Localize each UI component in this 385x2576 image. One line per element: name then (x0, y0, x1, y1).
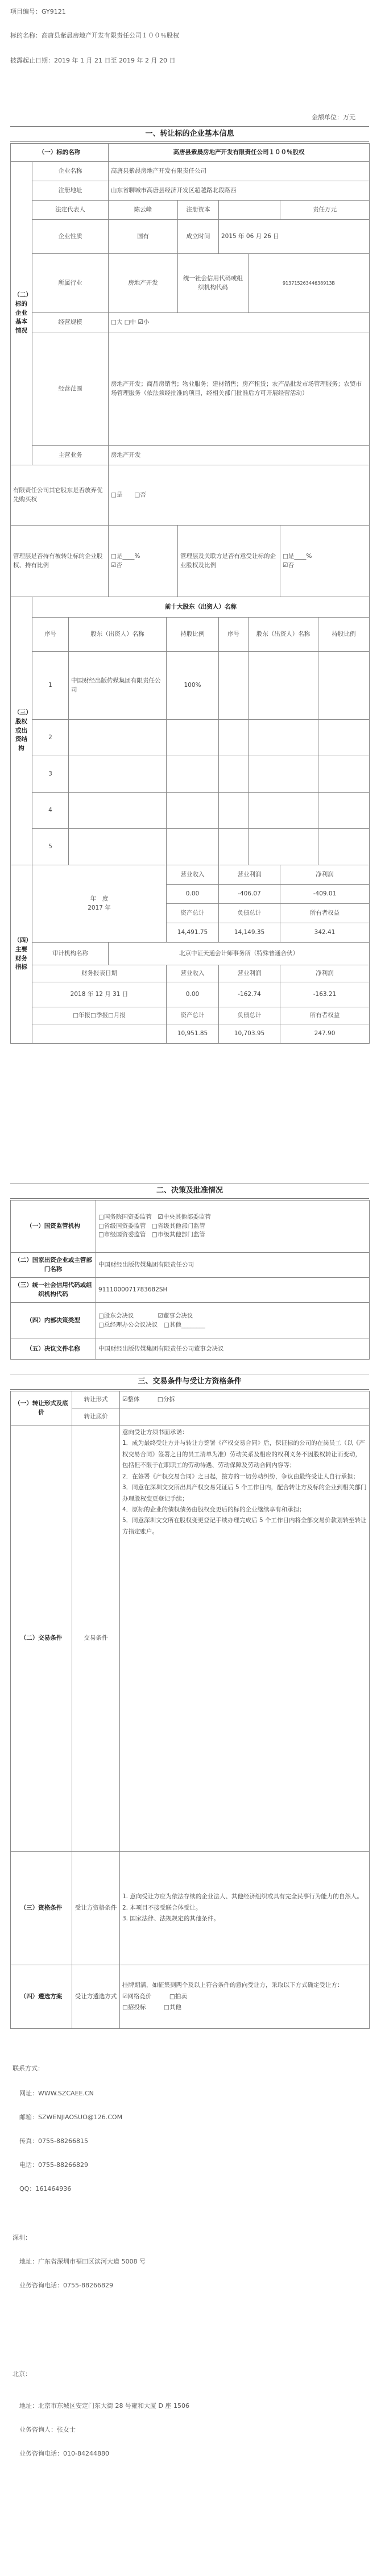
currency-label: 责任万元 (280, 201, 370, 220)
financials-group: （四）主要财务指标 (11, 865, 32, 1044)
beijing-phone: 业务咨询电话：010-84244880 (19, 2450, 109, 2457)
liabilities-label: 负债总计 (219, 904, 280, 923)
target-name-value: 高唐县紫晨房地产开发有限责任公司１００％股权 (109, 144, 370, 162)
target-name-label: （一）标的名称 (11, 144, 109, 162)
company-name-value: 高唐县紫晨房地产开发有限责任公司 (109, 162, 370, 181)
sh-row-no: 1 (32, 652, 69, 720)
regulator-value: □国务院国资委监管 ☑中央其他部委监管 □省级国资委监管 □省级其他部门监管 □市级国资委监管 □市级其他部门监管 (96, 1201, 370, 1253)
method-label: 转让形式 (72, 1391, 120, 1408)
price-label: 转让底价 (72, 1408, 120, 1425)
beijing-title: 北京： (13, 2370, 31, 2378)
selection-label: 受让方遴选方式 (72, 1965, 120, 2029)
sh-row-name: 中国财经出版传媒集团有限责任公司 (69, 652, 167, 720)
net-profit-2017: -409.01 (280, 885, 370, 904)
col-name-1: 股东（出资人）名称 (69, 618, 167, 652)
contact-phone: 电话：0755-88266829 (19, 2161, 88, 2169)
target-name: 标的名称：高唐县紫晨房地产开发有限责任公司１００％股权 (10, 32, 179, 39)
liabilities-2017: 14,149.35 (219, 923, 280, 943)
revenue-2018: 0.00 (167, 982, 219, 1007)
pre-emptive-label: 有限责任公司其它股东是否放弃优先购买权 (11, 465, 109, 526)
ownership-group: （三）股权或出资结构 (11, 597, 32, 865)
mgmt-intent-value: □是____% ☑否 (280, 526, 370, 597)
decision-type-label: （四）内部决策类型 (11, 1303, 96, 1339)
section-2-table (10, 1200, 370, 1360)
qualification-text: 1. 意向受让方应为依法存续的企业法人、其他经济组织或具有完全民事行为能力的自然人。 2. 本项目不接受联合体受让。 3. 国家法律、法规规定的其他条件。 (120, 1852, 370, 1965)
qualification-group: （三）资格条件 (11, 1852, 72, 1965)
sh-row-no: 3 (32, 756, 69, 793)
net-profit-label: 净利润 (280, 865, 370, 885)
credit-code-label: 统一社会信用代码或组织机构代码 (178, 254, 249, 313)
investor-code-label: （三）统一社会信用代码或组织机构代码 (11, 1278, 96, 1303)
revenue-label: 营业收入 (167, 865, 219, 885)
company-name-label: 企业名称 (32, 162, 109, 181)
auditor-label: 审计机构名称 (32, 943, 109, 965)
profit-2018: -162.74 (219, 982, 280, 1007)
founded-value: 2015 年 06 月 26 日 (219, 220, 370, 254)
equity-label-2: 所有者权益 (280, 1007, 370, 1024)
auditor-value: 北京中证天通会计师事务所（特殊普通合伙） (109, 943, 370, 965)
investor-value: 中国财经出版传媒集团有限责任公司 (96, 1253, 370, 1278)
resolution-value: 中国财经出版传媒集团有限责任公司董事会决议 (96, 1339, 370, 1360)
contact-email[interactable]: 邮箱：SZWENJIAOSUO@126.COM (19, 2114, 123, 2121)
liabilities-label-2: 负债总计 (219, 1007, 280, 1024)
qualification-label: 受让方资格条件 (72, 1852, 120, 1965)
regulator-label: （一）国资监管机构 (11, 1201, 96, 1253)
shenzhen-address: 地址：广东省深圳市福田区滨河大道 5008 号 (19, 2258, 146, 2265)
equity-label: 所有者权益 (280, 904, 370, 923)
mgmt-holding-label: 管理层是否持有被转让标的企业股权、持有比例 (11, 526, 109, 597)
beijing-address: 地址：北京市东城区安定门东大街 28 号雍和大厦 D 座 1506 (19, 2402, 189, 2410)
resolution-label: （五）决议文件名称 (11, 1339, 96, 1360)
col-no-1: 序号 (32, 618, 69, 652)
method-group: （一）转让形式及底价 (11, 1391, 72, 1425)
section-2-title: 二、决策及批准情况 (10, 1183, 369, 1199)
fs-date-value: 2018 年 12 月 31 日 (32, 982, 167, 1007)
investor-label: （二）国家出资企业或主管部门名称 (11, 1253, 96, 1278)
assets-label: 资产总计 (167, 904, 219, 923)
pre-emptive-value: □是 □否 (109, 465, 370, 526)
project-number: 项目编号：GY9121 (10, 8, 66, 15)
fiscal-year-cell (32, 865, 167, 943)
founded-label: 成立时间 (178, 220, 219, 254)
industry-value: 房地产开发 (109, 254, 178, 313)
listing-period: 披露起止日期：2019 年 1 月 21 日至 2019 年 2 月 20 日 (10, 57, 176, 64)
profit-2017: -406.07 (219, 885, 280, 904)
sh-row-no: 5 (32, 829, 69, 865)
sh-row-no: 4 (32, 793, 69, 829)
nature-label: 企业性质 (32, 220, 109, 254)
scale-value: □大 □中 ☑小 (109, 313, 370, 332)
fiscal-year-value: 2017 年 (88, 904, 111, 911)
equity-2018: 247.90 (280, 1024, 370, 1044)
amount-unit: 金额单位：万元 (312, 114, 355, 121)
section-3-table (10, 1391, 370, 2029)
main-business-label: 主营业务 (32, 446, 109, 465)
contact-qq: QQ：161464936 (19, 2185, 72, 2192)
main-business-value: 房地产开发 (109, 446, 370, 465)
selection-options: ☑网络竞价 □拍卖 □招投标 □其他 (122, 1993, 187, 2011)
net-profit-2018: -163.21 (280, 982, 370, 1007)
beijing-contact-person: 业务咨询人：张女士 (19, 2426, 76, 2433)
contact-website[interactable]: 网址：WWW.SZCAEE.CN (19, 2090, 94, 2097)
mgmt-holding-value: □是____% ☑否 (109, 526, 178, 597)
assets-2018: 10,951.85 (167, 1024, 219, 1044)
selection-group: （四）遴选方案 (11, 1965, 72, 2029)
section-3-title: 三、交易条件与受让方资格条件 (10, 1374, 369, 1390)
shenzhen-phone: 业务咨询电话：0755-88266829 (19, 2282, 113, 2289)
industry-label: 所属行业 (32, 254, 109, 313)
decision-type-value: □股东会决议 ☑董事会决议 □总经理办公会议决议 □其他________ (96, 1303, 370, 1339)
section-1-table (10, 143, 370, 1044)
conditions-text: 意向受让方须书面承诺： 1．成为最终受让方并与转让方签署《产权交易合同》后，保证标的公司的在岗员工（以《产权交易合同》签署之日的员工清单为准）劳动关系及相应的权利义务不因股权转让而变动，包括但不限于在职职工的劳动待遇、劳动保障及劳动合同内容等； 2．在签署《产权交易合同》之日起，按方的一切劳动纠纷，争议由最终受让人自行承担； 3．同意在深圳文交所出具产权交易凭证后 5 个工作日内，配合转让方及标的企业到相关部门办理股权变更登记手续； 4．原标的企业的债权债务由股权变更后的标的企业继续享有和承担； 5．同意深圳文交所在股权变更登记手续办理完成后 5 个工作日内将全部交易价款划转至转让方指定账户。 (120, 1425, 370, 1852)
profit-label-2: 营业利润 (219, 965, 280, 982)
col-ratio-1: 持股比例 (167, 618, 219, 652)
equity-2017: 342.41 (280, 923, 370, 943)
investor-code-value: 9111000071783682SH (96, 1278, 370, 1303)
price-value (120, 1408, 370, 1425)
conditions-group: （二）交易条件 (11, 1425, 72, 1852)
col-no-2: 序号 (219, 618, 249, 652)
reg-capital-label: 注册资本 (178, 201, 219, 220)
scope-label: 经营范围 (32, 332, 109, 446)
assets-2017: 14,491.75 (167, 923, 219, 943)
contact-fax: 传真：0755-88266815 (19, 2137, 88, 2145)
scope-value: 房地产开发；商品房销售；物业服务；建材销售；房产租赁；农产品批发市场管理服务；农贸市场管理服务（依法须经批准的项目，经相关部门批准后方可开展经营活动） (109, 332, 370, 446)
reg-capital-value (219, 201, 280, 220)
sh-row-no: 2 (32, 720, 69, 756)
fs-date-label: 财务报表日期 (32, 965, 167, 982)
legal-rep-value: 陈云峰 (109, 201, 178, 220)
company-info-group: （二）标的企业基本情况 (11, 162, 32, 465)
address-label: 注册地址 (32, 181, 109, 201)
legal-rep-label: 法定代表人 (32, 201, 109, 220)
profit-label: 营业利润 (219, 865, 280, 885)
col-name-2: 股东（出资人）名称 (249, 618, 318, 652)
selection-text: 挂牌期满，如征集到两个及以上符合条件的意向受让方，采取以下方式确定受让方： (122, 1982, 343, 1989)
address-value: 山东省聊城市高唐县经济开发区超越路北段路西 (109, 181, 370, 201)
scale-label: 经营规模 (32, 313, 109, 332)
conditions-label: 交易条件 (72, 1425, 120, 1852)
report-type: □年报□季报□月报 (32, 1007, 167, 1024)
shenzhen-title: 深圳： (13, 2234, 31, 2241)
credit-code-value: 91371526344638913B (249, 254, 370, 313)
revenue-label-2: 营业收入 (167, 965, 219, 982)
net-profit-label-2: 净利润 (280, 965, 370, 982)
shareholders-title: 前十大股东（出资人）名称 (32, 597, 370, 618)
assets-label-2: 资产总计 (167, 1007, 219, 1024)
liabilities-2018: 10,703.95 (219, 1024, 280, 1044)
mgmt-intent-label: 管理层及关联方是否有意受让标的企业股权及比例 (178, 526, 280, 597)
revenue-2017: 0.00 (167, 885, 219, 904)
nature-value: 国有 (109, 220, 178, 254)
selection-cell (120, 1965, 370, 2029)
contact-title: 联系方式： (13, 2065, 44, 2072)
fiscal-year-label: 年 度 (90, 895, 109, 902)
method-value: ☑整体 □分拆 (120, 1391, 370, 1408)
section-1-title: 一、转让标的企业基本信息 (10, 126, 369, 142)
col-ratio-2: 持股比例 (318, 618, 370, 652)
sh-row-ratio: 100% (167, 652, 219, 720)
